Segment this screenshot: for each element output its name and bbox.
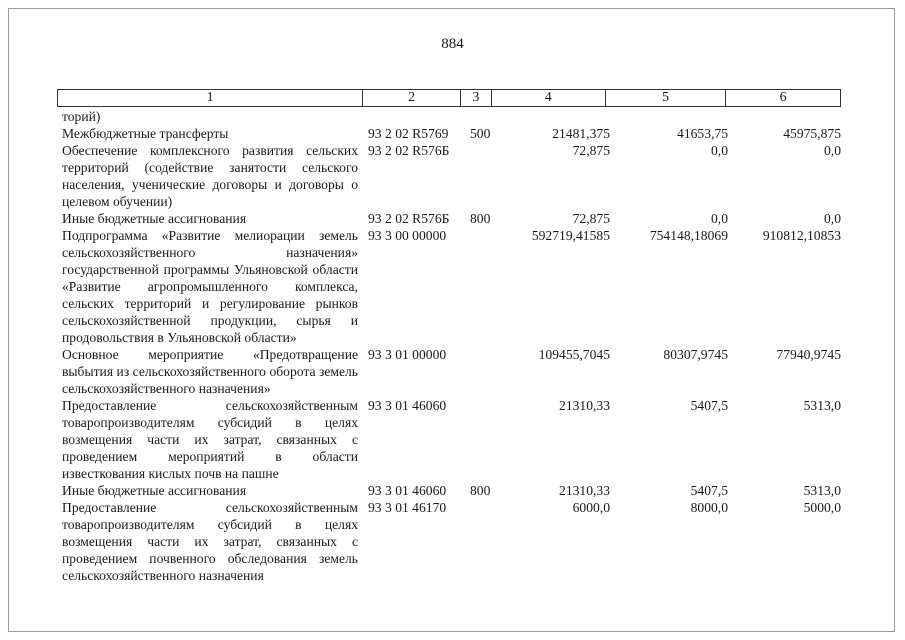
row-value-6: 910812,10853 — [762, 228, 841, 243]
row-name: Основное мероприятие «Предотвращение выбытия из сельскохозяйственного оборота земель сельскохозяйственного назначения» — [62, 347, 358, 396]
header-col-4: 4 — [492, 90, 606, 106]
table-body — [62, 108, 852, 584]
row-value-5: 754148,18069 — [649, 228, 728, 243]
row-value-4 — [494, 108, 618, 125]
row-expense-type: 800 — [470, 483, 491, 498]
header-col-1: 1 — [58, 90, 363, 106]
row-value-6: 0,0 — [824, 211, 841, 226]
row-value-5: 5407,5 — [690, 398, 728, 413]
row-value-4: 21310,33 — [559, 483, 610, 498]
row-value-5: 41653,75 — [677, 126, 728, 141]
row-value-5 — [618, 108, 728, 125]
row-expense-type: 500 — [470, 126, 491, 141]
row-code: 93 2 02 R576Б — [368, 211, 450, 226]
table-row — [62, 108, 852, 125]
row-value-4: 72,875 — [572, 143, 610, 158]
header-col-5: 5 — [606, 90, 727, 106]
row-value-6 — [728, 108, 841, 125]
row-value-6: 45975,875 — [783, 126, 841, 141]
row-name: Предоставление сельскохозяйственным товаропроизводителям субсидий в целях возмещения части их затрат, связанных с проведением почвенного обследования земель сельскохозяйственного назначения — [62, 500, 358, 583]
table-row — [62, 125, 852, 142]
row-value-4: 109455,7045 — [538, 347, 610, 362]
row-code: 93 3 00 00000 — [368, 228, 447, 243]
row-code — [358, 108, 470, 125]
table-row — [62, 499, 852, 584]
row-expense-type — [470, 499, 494, 584]
row-value-6: 5313,0 — [803, 398, 841, 413]
row-expense-type: 800 — [470, 211, 491, 226]
header-col-3: 3 — [461, 90, 492, 106]
row-expense-type — [470, 142, 494, 210]
table-row — [62, 482, 852, 499]
header-col-2: 2 — [363, 90, 461, 106]
row-value-6: 5000,0 — [803, 500, 841, 515]
table-row — [62, 142, 852, 210]
row-value-4: 6000,0 — [572, 500, 610, 515]
row-value-4: 592719,41585 — [531, 228, 610, 243]
table-row — [62, 210, 852, 227]
row-value-5: 5407,5 — [690, 483, 728, 498]
row-value-6: 77940,9745 — [776, 347, 841, 362]
row-code: 93 3 01 46060 — [368, 483, 447, 498]
row-value-5: 0,0 — [711, 211, 728, 226]
page-number: 884 — [441, 36, 464, 52]
row-expense-type — [470, 397, 494, 482]
table-row — [62, 397, 852, 482]
row-name: Предоставление сельскохозяйственным товаропроизводителям субсидий в целях возмещения части их затрат, связанных с проведением мероприятий в области известкования кислых почв на пашне — [62, 398, 358, 481]
table-header — [57, 89, 841, 107]
table-row — [62, 346, 852, 397]
table-row — [62, 227, 852, 346]
row-value-5: 8000,0 — [690, 500, 728, 515]
row-code: 93 2 02 R576Б — [368, 143, 450, 158]
row-value-5: 0,0 — [711, 143, 728, 158]
row-name: Иные бюджетные ассигнования — [62, 211, 247, 226]
row-name: Обеспечение комплексного развития сельских территорий (содействие занятости сельского населения, ученические договоры и договоры о целевом обучении) — [62, 143, 358, 209]
row-value-4: 72,875 — [572, 211, 610, 226]
row-code: 93 3 01 46060 — [368, 398, 447, 413]
row-name: Иные бюджетные ассигнования — [62, 483, 247, 498]
row-name: Межбюджетные трансферты — [62, 126, 229, 141]
row-value-6: 5313,0 — [803, 483, 841, 498]
row-value-4: 21481,375 — [552, 126, 610, 141]
row-value-4: 21310,33 — [559, 398, 610, 413]
row-code: 93 3 01 46170 — [368, 500, 447, 515]
row-expense-type — [470, 108, 494, 125]
row-value-6: 0,0 — [824, 143, 841, 158]
row-expense-type — [470, 346, 494, 397]
row-code: 93 2 02 R5769 — [368, 126, 449, 141]
row-expense-type — [470, 227, 494, 346]
row-value-5: 80307,9745 — [663, 347, 728, 362]
row-name: торий) — [62, 109, 101, 124]
header-col-6: 6 — [779, 90, 787, 105]
row-name: Подпрограмма «Развитие мелиорации земель сельскохозяйственного назначения» государственной программы Ульяновской области «Развитие агропромышленного комплекса, сельских территорий и регулирование рынков сельскохозяйственной продукции, сырья и продовольствия в Ульяновской области» — [62, 228, 358, 345]
row-code: 93 3 01 00000 — [368, 347, 447, 362]
